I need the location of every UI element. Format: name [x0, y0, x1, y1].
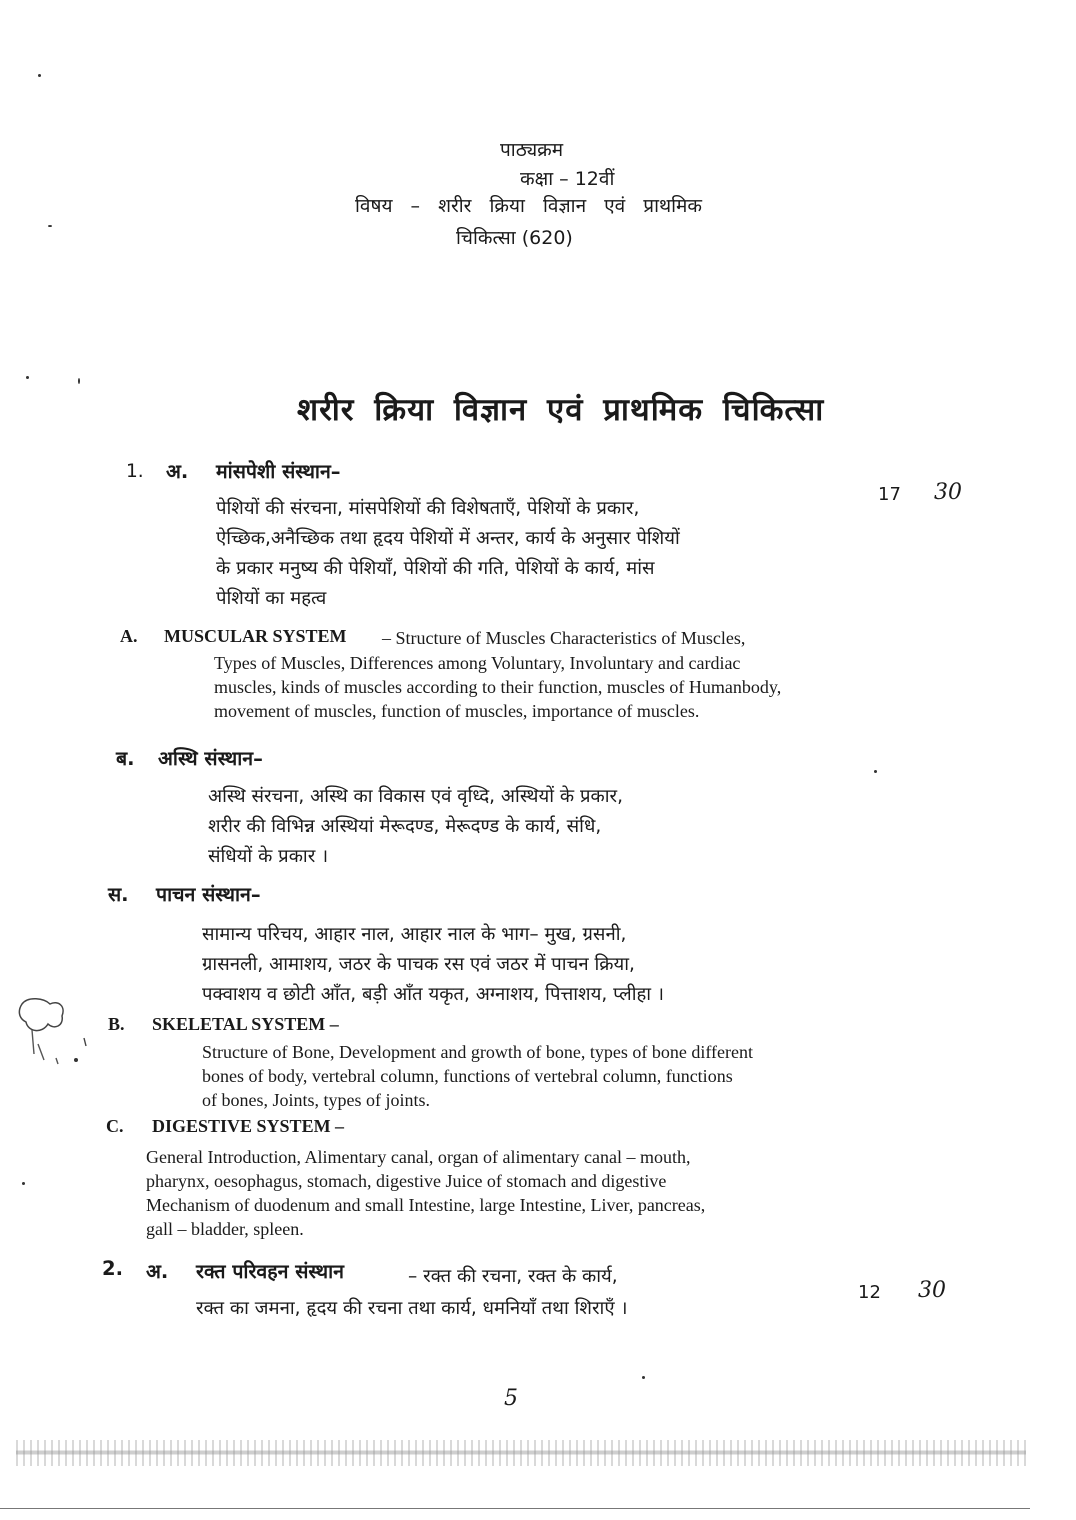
unit1-B-line: bones of body, vertebral column, functions of vertebral column, functions [202, 1066, 733, 1086]
unit1-a-description [216, 494, 680, 614]
unit1-s-line: सामान्य परिचय, आहार नाल, आहार नाल के भाग– मुख, ग्रसनी, [202, 924, 627, 945]
scan-speck [38, 74, 41, 77]
unit1-A-line: – Structure of Muscles Characteristics of Muscles, [382, 628, 746, 648]
unit1-B-description [202, 1040, 753, 1112]
unit1-s-description [202, 920, 664, 1010]
scan-noise-band [16, 1440, 1026, 1466]
header-class: कक्षा – 12वीं [520, 168, 615, 190]
unit1-B-line: Structure of Bone, Development and growth of bone, types of bone different [202, 1042, 754, 1062]
unit1-B-label: B. [108, 1014, 125, 1034]
unit1-C-line: gall – bladder, spleen. [146, 1219, 304, 1239]
unit1-a-line: ऐच्छिक,अनैच्छिक तथा हृदय पेशियों में अन्तर, कार्य के अनुसार पेशियों [216, 528, 680, 549]
unit2-line1: – रक्त की रचना, रक्त के कार्य, [408, 1266, 618, 1287]
unit1-B-title: SKELETAL SYSTEM – [152, 1014, 339, 1034]
unit1-A-label: A. [120, 626, 138, 646]
unit1-b-label: ब. [116, 747, 135, 770]
scan-blot-icon [14, 994, 94, 1074]
unit1-C-line: Mechanism of duodenum and small Intestine, large Intestine, Liver, pancreas, [146, 1195, 706, 1215]
header-subject: विषय – शरीर क्रिया विज्ञान एवं प्राथमिक [355, 195, 703, 217]
scan-speck [642, 1376, 645, 1379]
unit1-A-line: muscles, kinds of muscles according to their function, muscles of Humanbody, [214, 677, 782, 697]
scan-speck [78, 378, 80, 384]
unit1-b-line: संधियों के प्रकार । [208, 846, 329, 867]
unit1-C-label: C. [106, 1116, 124, 1136]
unit1-number: 1. [126, 461, 144, 482]
unit1-marks-a: 17 [878, 484, 901, 505]
header-syllabus: पाठ्यक्रम [500, 139, 564, 161]
unit1-a-line: पेशियों की संरचना, मांसपेशियों की विशेषताएँ, पेशियों के प्रकार, [216, 498, 640, 519]
unit1-C-line: General Introduction, Alimentary canal, organ of alimentary canal – mouth, [146, 1147, 691, 1167]
unit1-b-title: अस्थि संस्थान– [158, 747, 263, 770]
unit1-s-line: ग्रासनली, आमाशय, जठर के पाचक रस एवं जठर में पाचन क्रिया, [202, 954, 635, 975]
unit1-a-label: अ. [166, 460, 189, 483]
unit1-b-line: अस्थि संरचना, अस्थि का विकास एवं वृध्दि, अस्थियों के प्रकार, [208, 786, 623, 807]
unit1-B-line: of bones, Joints, types of joints. [202, 1090, 430, 1110]
unit1-A-description [214, 651, 781, 723]
unit1-marks-b: 30 [934, 480, 962, 505]
unit1-b-description [208, 782, 623, 872]
scan-speck [874, 770, 877, 773]
unit1-a-line: पेशियों का महत्व [216, 588, 327, 609]
unit1-C-description [146, 1145, 705, 1241]
unit1-s-title: पाचन संस्थान– [156, 883, 261, 906]
unit2-marks-a: 12 [858, 1282, 881, 1303]
unit2-number: 2. [102, 1257, 123, 1280]
page-number: 5 [504, 1386, 518, 1411]
unit1-C-title: DIGESTIVE SYSTEM – [152, 1116, 345, 1136]
unit1-A-title: MUSCULAR SYSTEM [164, 626, 347, 646]
unit1-a-title: मांसपेशी संस्थान– [216, 460, 341, 483]
unit2-marks-b: 30 [918, 1278, 946, 1303]
header-subject-code: चिकित्सा (620) [456, 227, 573, 249]
scan-speck [26, 376, 29, 379]
unit1-s-label: स. [108, 883, 129, 906]
unit1-s-line: पक्वाशय व छोटी आँत, बड़ी आँत यकृत, अग्नाशय, पित्ताशय, प्लीहा । [202, 984, 664, 1005]
unit1-b-line: शरीर की विभिन्न अस्थियां मेरूदण्ड, मेरूदण्ड के कार्य, संधि, [208, 816, 602, 837]
unit1-A-line: movement of muscles, function of muscles, importance of muscles. [214, 701, 700, 721]
unit1-a-line: के प्रकार मनुष्य की पेशियाँ, पेशियों की गति, पेशियों के कार्य, मांस [216, 558, 655, 579]
unit1-A-line: Types of Muscles, Differences among Voluntary, Involuntary and cardiac [214, 653, 741, 673]
unit2-title: रक्त परिवहन संस्थान [196, 1260, 344, 1283]
bottom-rule [0, 1508, 1030, 1509]
unit2-label: अ. [146, 1260, 169, 1283]
unit1-C-line: pharynx, oesophagus, stomach, digestive Juice of stomach and digestive [146, 1171, 667, 1191]
scan-speck [22, 1182, 25, 1185]
scan-speck [48, 225, 52, 227]
unit2-line2: रक्त का जमना, हृदय की रचना तथा कार्य, धमनियाँ तथा शिराएँ । [196, 1298, 628, 1319]
main-title: शरीर क्रिया विज्ञान एवं प्राथमिक चिकित्सा [297, 392, 825, 428]
